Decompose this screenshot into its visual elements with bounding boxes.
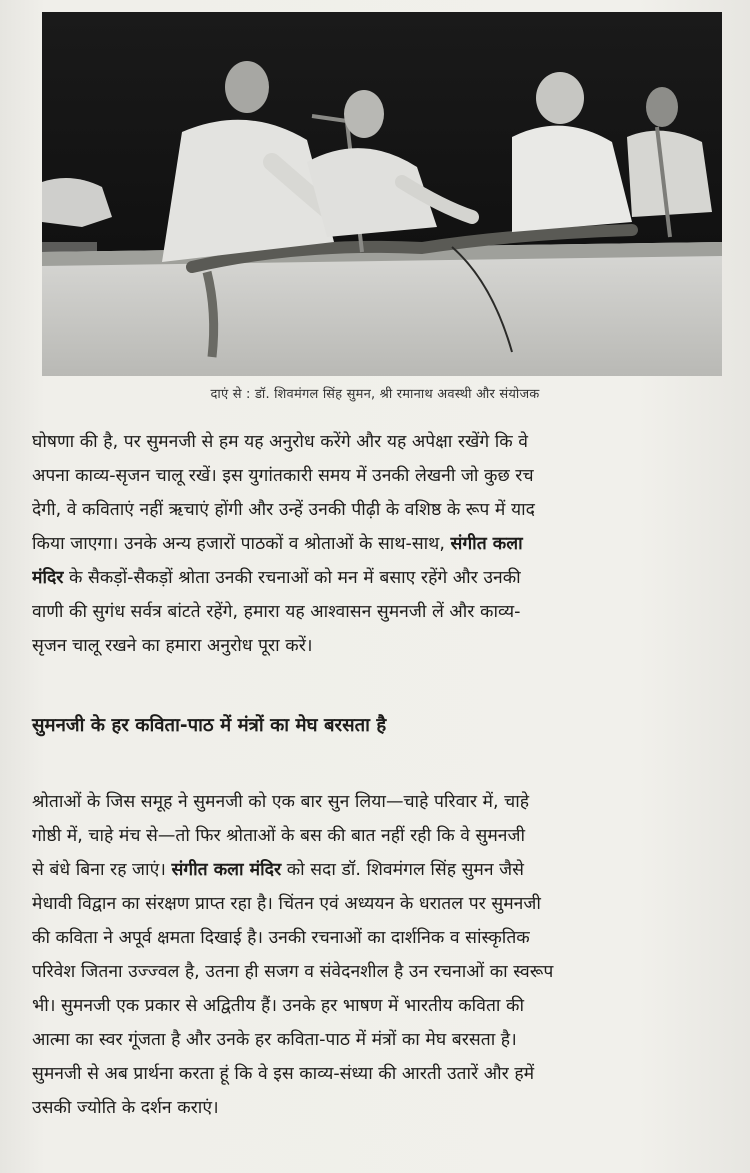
paragraph-1-line: घोषणा की है, पर सुमनजी से हम यह अनुरोध करेंगे और यह अपेक्षा रखेंगे कि वे	[32, 432, 528, 452]
paragraph-2-text: से बंधे बिना रह जाएं।	[32, 860, 172, 880]
section-heading: सुमनजी के हर कविता-पाठ में मंत्रों का मेघ बरसता है	[32, 715, 387, 736]
paragraph-2-line: आत्मा का स्वर गूंजता है और उनके हर कविता-पाठ में मंत्रों का मेघ बरसता है।	[32, 1030, 517, 1050]
paragraph-1-line: वाणी की सुगंध सर्वत्र बांटते रहेंगे, हमारा यह आश्वासन सुमनजी लें और काव्य-	[32, 602, 521, 622]
paragraph-2-line: श्रोताओं के जिस समूह ने सुमनजी को एक बार सुन लिया—चाहे परिवार में, चाहे	[32, 792, 530, 812]
bold-org-name: संगीत कला	[450, 534, 523, 554]
paragraph-2-line: परिवेश जितना उज्ज्वल है, उतना ही सजग व संवेदनशील है उन रचनाओं का स्वरूप	[32, 962, 554, 982]
paragraph-2-line: उसकी ज्योति के दर्शन कराएं।	[32, 1098, 219, 1118]
paragraph-2-line: सुमनजी से अब प्रार्थना करता हूं कि वे इस काव्य-संध्या की आरती उतारें और हमें	[32, 1064, 535, 1084]
paragraph-2	[32, 785, 728, 1125]
stage-photograph	[42, 12, 722, 376]
paragraph-1-line	[32, 527, 728, 561]
photo-caption: दाएं से : डॉ. शिवमंगल सिंह सुमन, श्री रमानाथ अवस्थी और संयोजक	[210, 387, 540, 402]
paragraph-1-line: सृजन चालू रखने का हमारा अनुरोध पूरा करें।	[32, 636, 313, 656]
paragraph-1-line: अपना काव्य-सृजन चालू रखें। इस युगांतकारी समय में उनकी लेखनी जो कुछ रच	[32, 466, 534, 486]
paragraph-1-text: किया जाएगा। उनके अन्य हजारों पाठकों व श्रोताओं के साथ-साथ,	[32, 534, 451, 554]
bold-org-name: संगीत कला मंदिर	[171, 860, 282, 880]
paragraph-1-line: देगी, वे कविताएं नहीं ऋचाएं होंगी और उन्हें उनकी पीढ़ी के वशिष्ठ के रूप में याद	[32, 500, 535, 520]
bold-org-name: मंदिर	[32, 568, 64, 588]
paragraph-2-line: गोष्ठी में, चाहे मंच से—तो फिर श्रोताओं के बस की बात नहीं रही कि वे सुमनजी	[32, 826, 526, 846]
paragraph-2-line: की कविता ने अपूर्व क्षमता दिखाई है। उनकी रचनाओं का दार्शनिक व सांस्कृतिक	[32, 928, 530, 948]
stage-photo-image	[42, 12, 722, 376]
paragraph-2-line: मेधावी विद्वान का संरक्षण प्राप्त रहा है। चिंतन एवं अध्ययन के धरातल पर सुमनजी	[32, 894, 541, 914]
paragraph-2-line	[32, 853, 728, 887]
paragraph-1-text: के सैकड़ों-सैकड़ों श्रोता उनकी रचनाओं को मन में बसाए रहेंगे और उनकी	[63, 568, 521, 588]
paragraph-1-line	[32, 561, 728, 595]
paragraph-2-line: भी। सुमनजी एक प्रकार से अद्वितीय हैं। उनके हर भाषण में भारतीय कविता की	[32, 996, 524, 1016]
paragraph-1	[32, 425, 728, 663]
paragraph-2-text: को सदा डॉ. शिवमंगल सिंह सुमन जैसे	[281, 860, 524, 880]
